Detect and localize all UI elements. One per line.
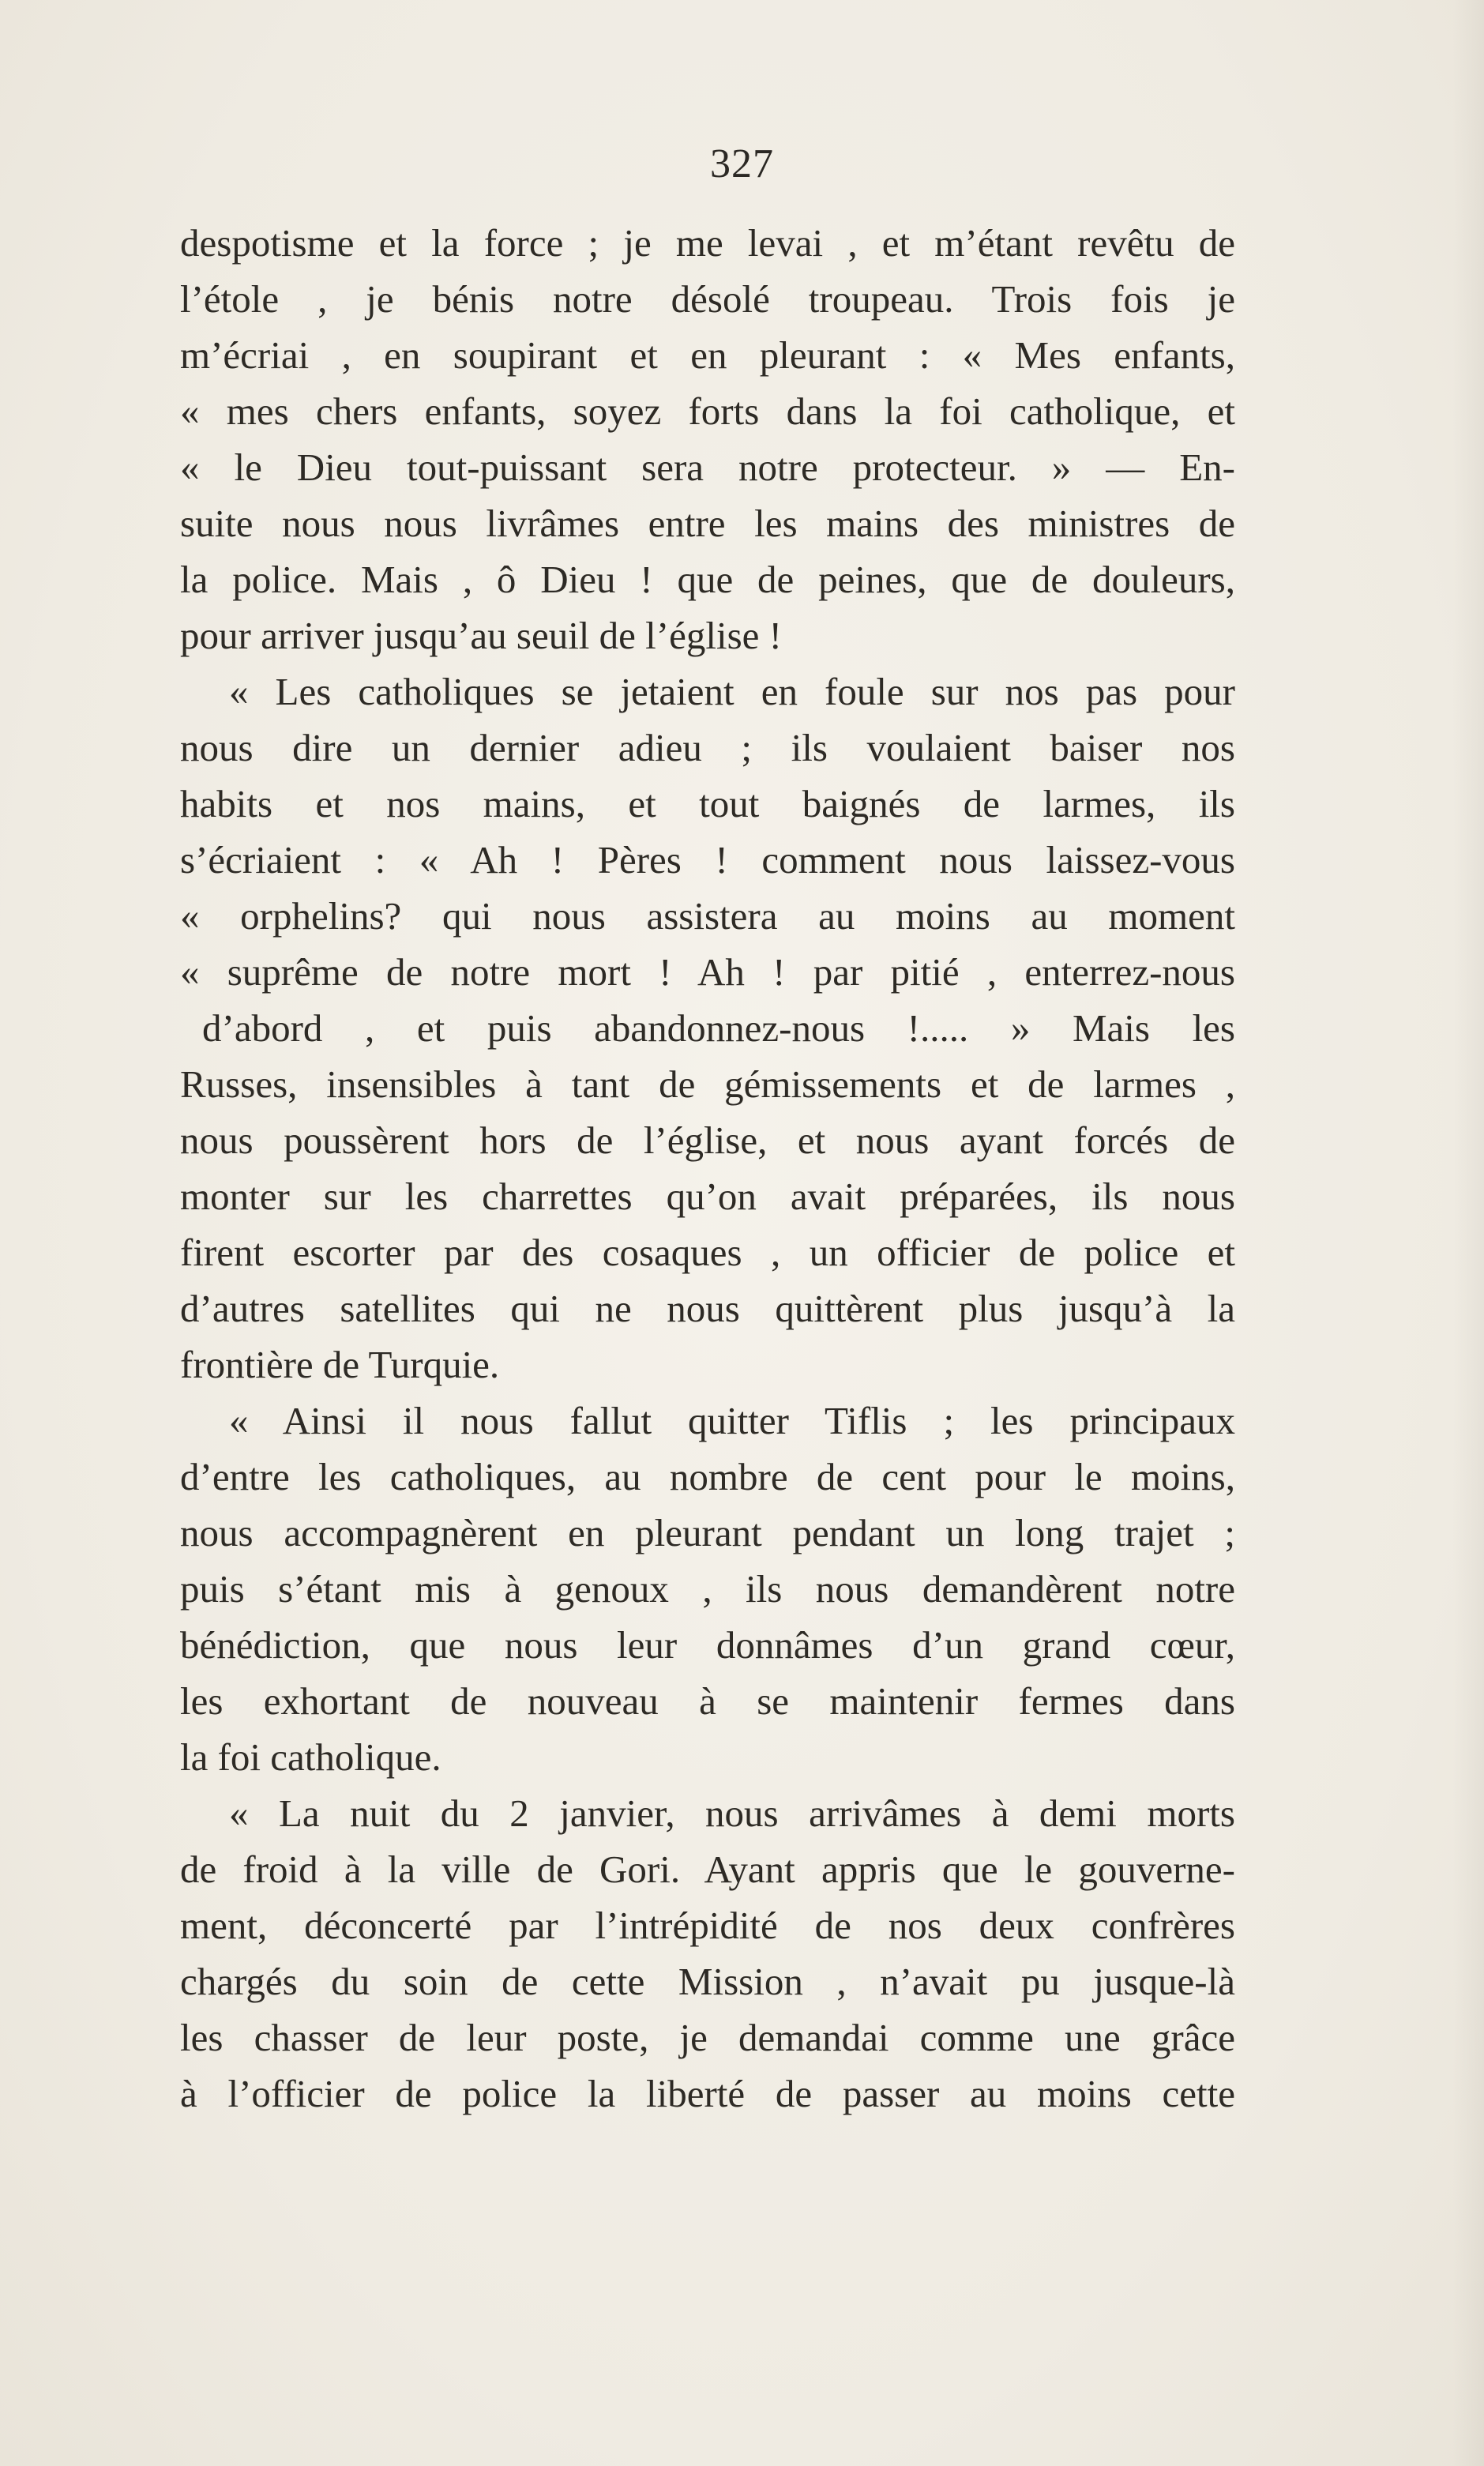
text-line: s’écriaient : « Ah ! Pères ! comment nous laissez-vous xyxy=(180,838,1235,882)
text-line: de froid à la ville de Gori. Ayant appris que le gouverne- xyxy=(180,1848,1235,1891)
text-line: Russes, insensibles à tant de gémissements et de larmes , xyxy=(180,1062,1235,1106)
text-line: les exhortant de nouveau à se maintenir fermes dans xyxy=(180,1679,1235,1723)
text-line: nous dire un dernier adieu ; ils voulaient baiser nos xyxy=(180,726,1235,769)
text-line: ment, déconcerté par l’intrépidité de nos deux confrères xyxy=(180,1904,1235,1947)
text-line: l’étole , je bénis notre désolé troupeau. Trois fois je xyxy=(180,277,1235,321)
text-line: « orphelins? qui nous assistera au moins au moment xyxy=(180,894,1235,938)
body-text xyxy=(180,215,1235,2122)
text-line: suite nous nous livrâmes entre les mains des ministres de xyxy=(180,502,1235,545)
text-line: monter sur les charrettes qu’on avait préparées, ils nous xyxy=(180,1175,1235,1218)
text-line: nous poussèrent hors de l’église, et nous ayant forcés de xyxy=(180,1118,1235,1162)
text-line: « le Dieu tout-puissant sera notre protecteur. » — En- xyxy=(180,445,1235,489)
text-line: d’abord , et puis abandonnez-nous !..... » Mais les xyxy=(202,1006,1235,1050)
text-line: firent escorter par des cosaques , un officier de police et xyxy=(180,1231,1235,1274)
text-line: bénédiction, que nous leur donnâmes d’un grand cœur, xyxy=(180,1623,1235,1667)
text-line: frontière de Turquie. xyxy=(180,1343,500,1386)
text-line: m’écriai , en soupirant et en pleurant : « Mes enfants, xyxy=(180,333,1235,377)
text-line: puis s’étant mis à genoux , ils nous demandèrent notre xyxy=(180,1567,1235,1611)
text-line: « Les catholiques se jetaient en foule sur nos pas pour xyxy=(229,670,1235,713)
text-line: « mes chers enfants, soyez forts dans la foi catholique, et xyxy=(180,389,1235,433)
text-line: pour arriver jusqu’au seuil de l’église ! xyxy=(180,614,782,657)
text-line: d’entre les catholiques, au nombre de cent pour le moins, xyxy=(180,1455,1235,1498)
text-line: la foi catholique. xyxy=(180,1735,441,1779)
page-edge-shadow xyxy=(1452,0,1484,2466)
text-line: d’autres satellites qui ne nous quittèrent plus jusqu’à la xyxy=(180,1287,1235,1330)
page-number: 327 xyxy=(710,141,774,186)
text-line: à l’officier de police la liberté de passer au moins cette xyxy=(180,2072,1235,2115)
text-line: « La nuit du 2 janvier, nous arrivâmes à demi morts xyxy=(229,1791,1235,1835)
text-line: despotisme et la force ; je me levai , et m’étant revêtu de xyxy=(180,221,1235,265)
text-line: la police. Mais , ô Dieu ! que de peines, que de douleurs, xyxy=(180,558,1235,601)
text-line: « suprême de notre mort ! Ah ! par pitié , enterrez-nous xyxy=(180,950,1235,994)
text-line: habits et nos mains, et tout baignés de larmes, ils xyxy=(180,782,1235,825)
text-line: « Ainsi il nous fallut quitter Tiflis ; les principaux xyxy=(229,1399,1235,1442)
text-line: les chasser de leur poste, je demandai comme une grâce xyxy=(180,2016,1235,2059)
text-line: chargés du soin de cette Mission , n’avait pu jusque-là xyxy=(180,1960,1235,2003)
text-line: nous accompagnèrent en pleurant pendant un long trajet ; xyxy=(180,1511,1235,1554)
